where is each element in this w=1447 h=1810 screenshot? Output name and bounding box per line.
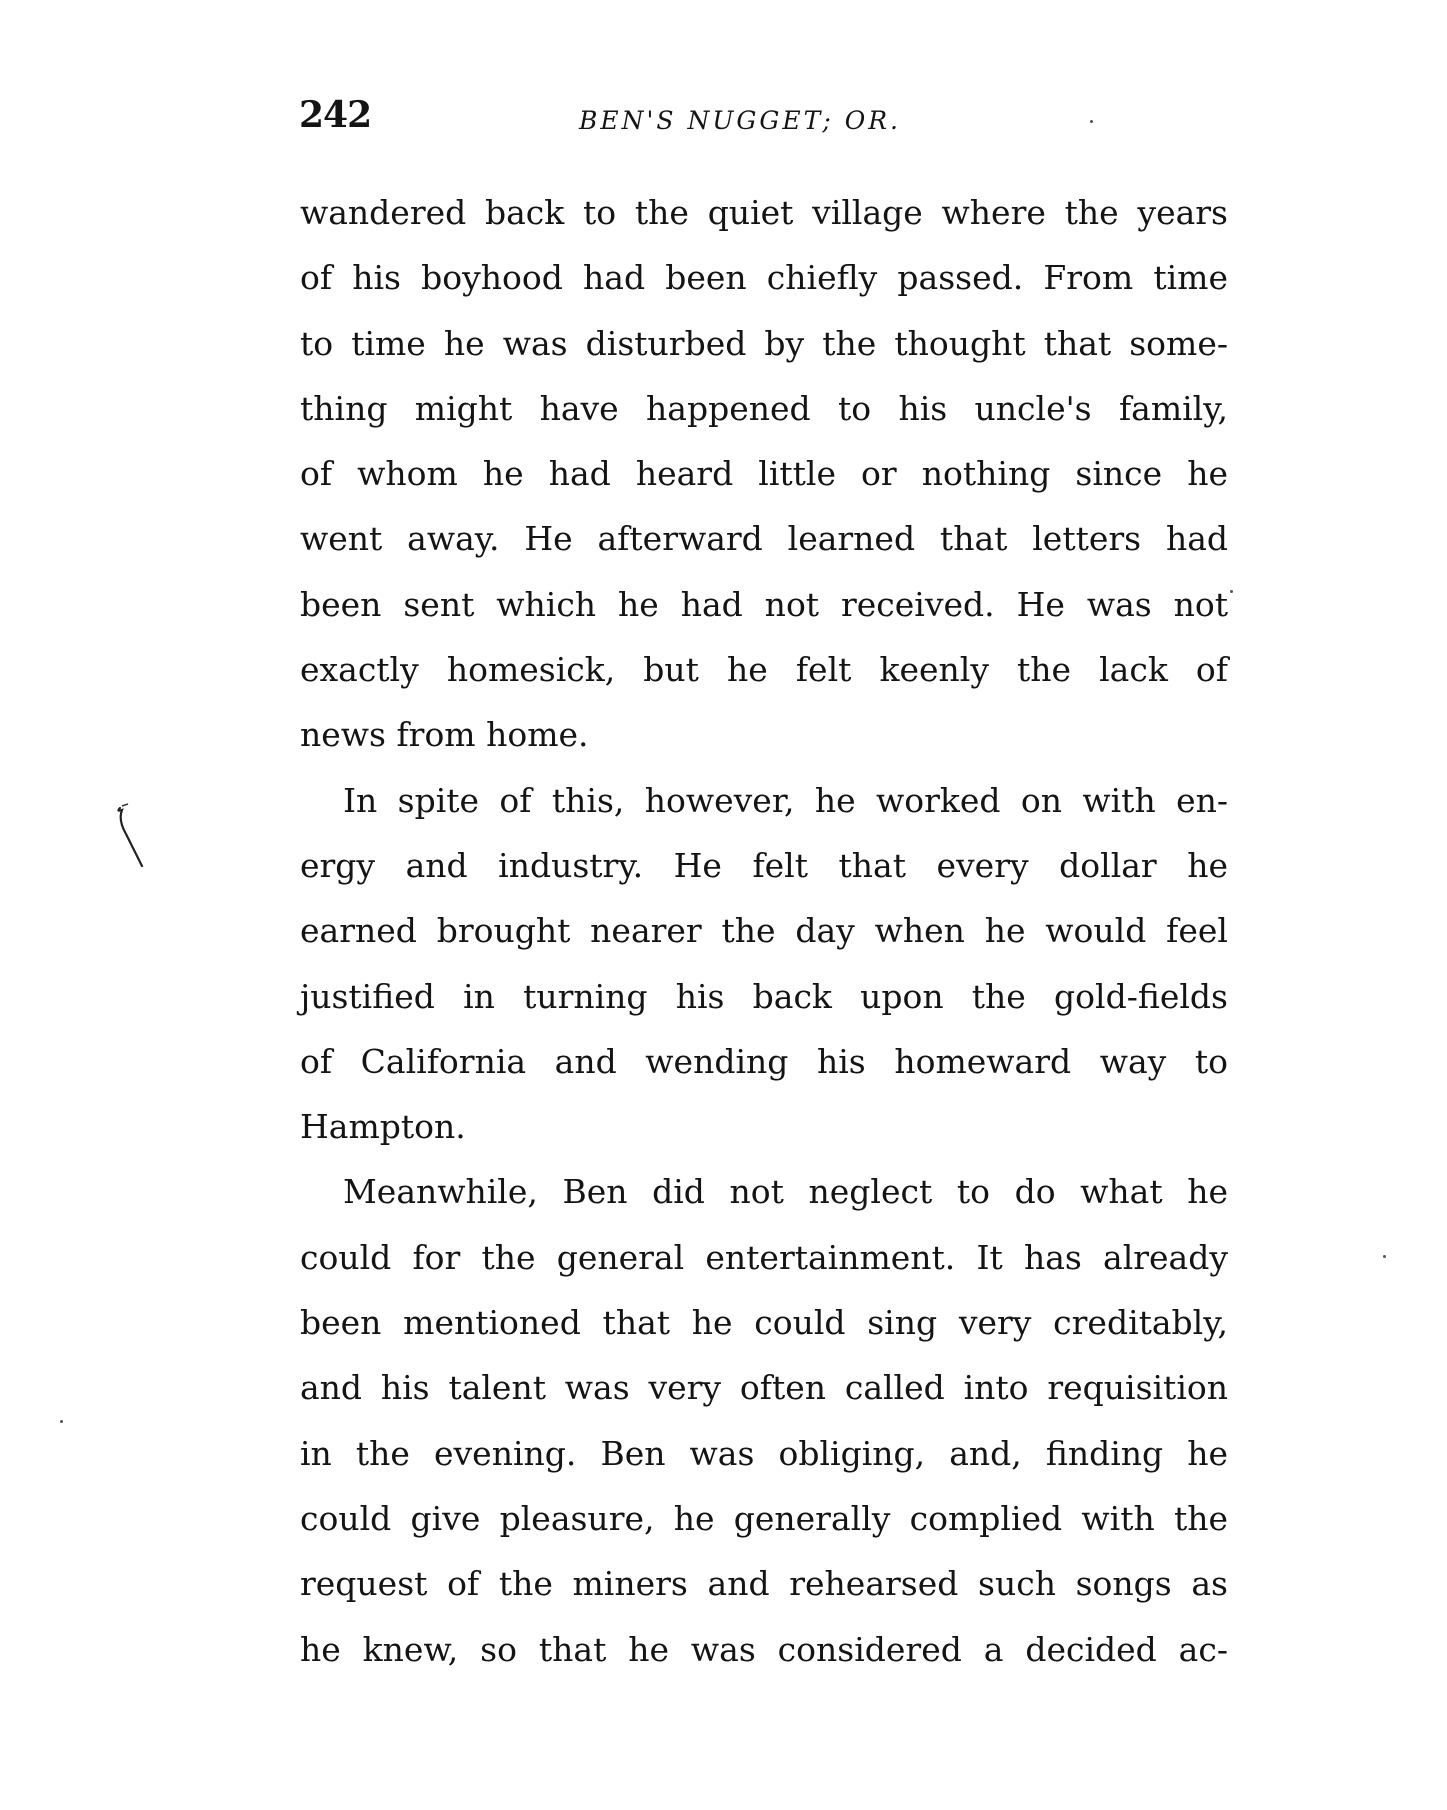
text-line: exactly homesick, but he felt keenly the lack of [300,650,1228,690]
text-line: Meanwhile, Ben did not neglect to do what he [343,1172,1228,1212]
paragraph-3 [300,1159,1228,1681]
text-line: news from home. [300,715,589,755]
text-line: went away. He afterward learned that letters had [300,519,1228,559]
paragraph-1 [300,180,1228,768]
text-line: in the evening. Ben was obliging, and, finding he [300,1433,1228,1473]
text-line: of his boyhood had been chiefly passed. From time [300,258,1228,298]
text-line: wandered back to the quiet village where the years [300,193,1228,232]
text-line: request of the miners and rehearsed such songs as [300,1564,1228,1604]
paper-speck [1230,590,1233,593]
text-line: In spite of this, however, he worked on with en- [343,780,1228,820]
paper-speck [60,1420,63,1423]
text-line: justified in turning his back upon the gold-fields [300,976,1228,1016]
text-line: and his talent was very often called into requisition [300,1368,1228,1408]
text-line: of whom he had heard little or nothing since he [300,454,1228,494]
running-head: BEN'S NUGGET; OR. [579,106,901,135]
text-line: earned brought nearer the day when he would feel [300,911,1228,951]
paragraph-2 [300,768,1228,1160]
text-line: could give pleasure, he generally complied with the [300,1498,1228,1538]
page-header [299,92,1229,142]
text-line: Hampton. [300,1107,466,1147]
text-line: been sent which he had not received. He was not [300,584,1228,624]
text-line: he knew, so that he was considered a decided ac- [300,1629,1228,1669]
text-line: could for the general entertainment. It has already [300,1237,1228,1277]
paper-speck [1383,1255,1386,1258]
body-text [300,180,1228,1682]
text-line: thing might have happened to his uncle's family, [300,388,1228,428]
text-line: ergy and industry. He felt that every dollar he [300,845,1228,885]
text-line: to time he was disturbed by the thought that some- [300,323,1228,363]
margin-pencil-mark-icon [112,800,172,880]
page-number: 242 [299,94,372,136]
text-line: been mentioned that he could sing very creditably, [300,1303,1228,1343]
text-line: of California and wending his homeward way to [300,1041,1228,1081]
paper-speck [1090,120,1093,123]
